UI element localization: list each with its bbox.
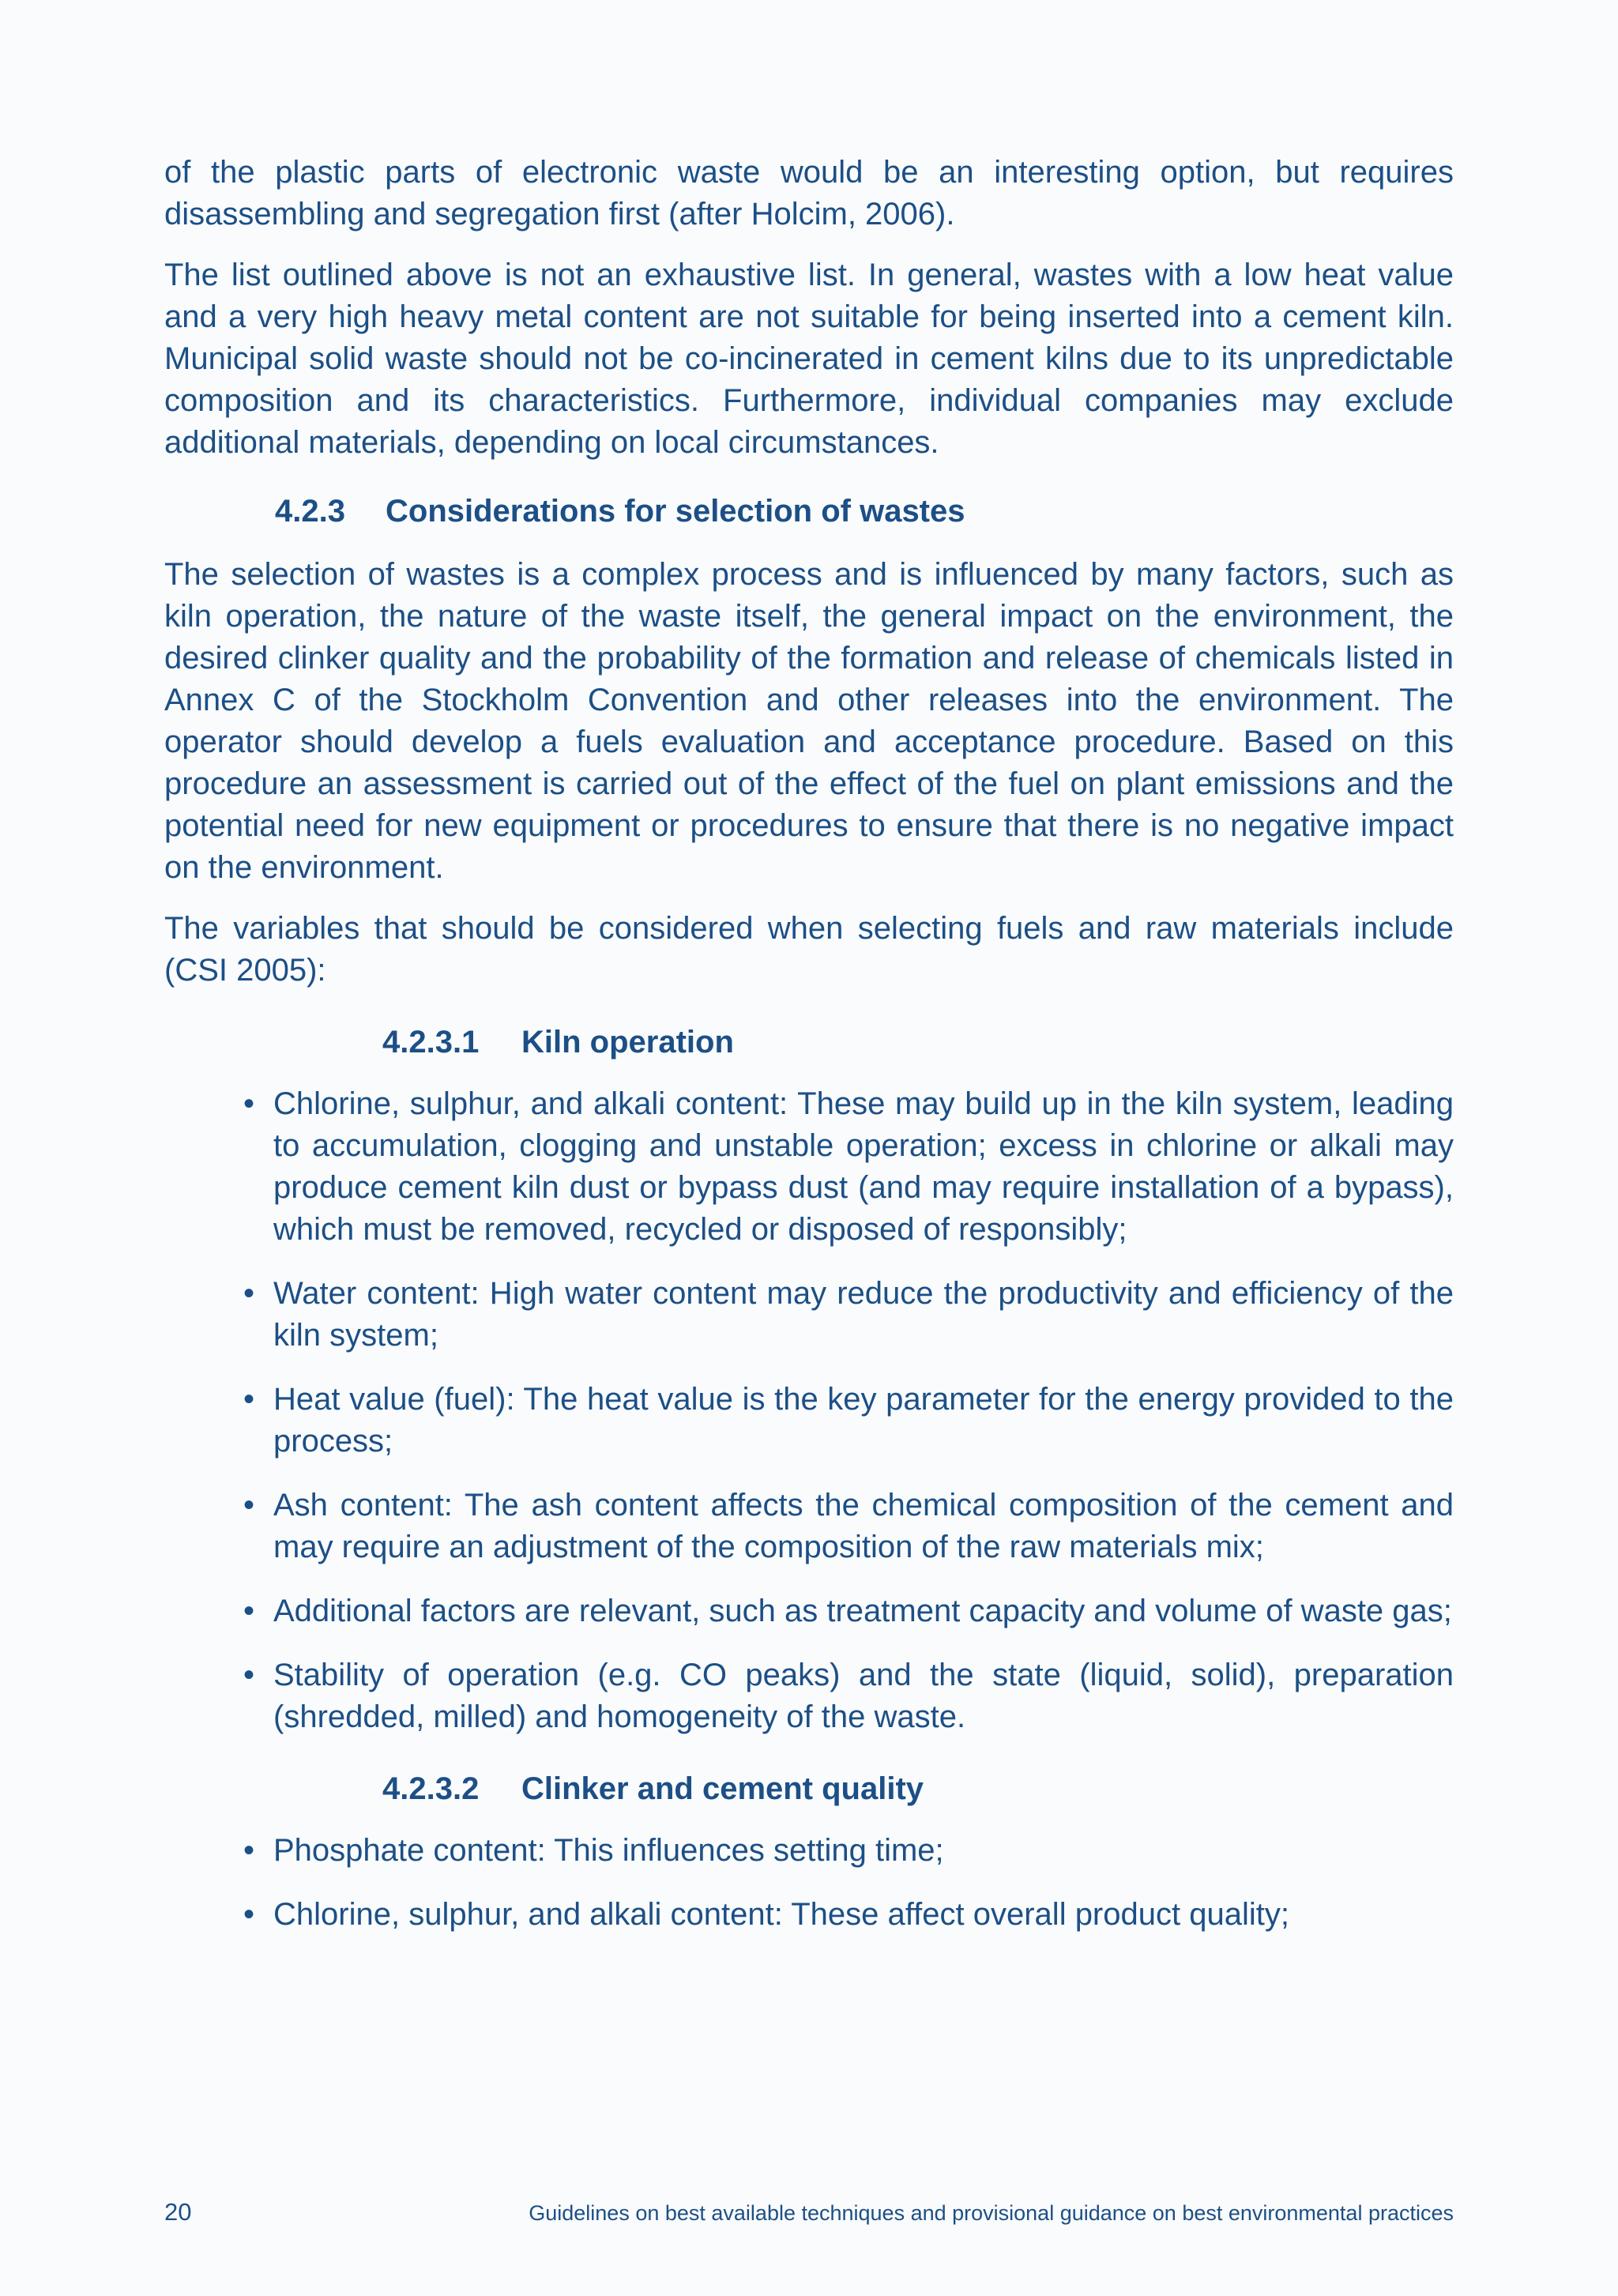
list-item-text: Stability of operation (e.g. CO peaks) and the state (liquid, solid), preparation (shredded, milled) and homogeneity of the waste.: [273, 1658, 1454, 1734]
list-item: [243, 1379, 1454, 1462]
running-title: Guidelines on best available techniques and provisional guidance on best environmental practices: [529, 2201, 1454, 2225]
list-item: [243, 1830, 1454, 1872]
list-item-text: Phosphate content: This influences setting time;: [273, 1833, 944, 1868]
list-item-text: Ash content: The ash content affects the chemical composition of the cement and may require an adjustment of the composition of the raw materials mix;: [273, 1488, 1454, 1564]
section-heading: [275, 492, 1454, 530]
page-body: [164, 152, 1454, 1958]
list-item: [243, 1273, 1454, 1357]
bullet-icon: •: [243, 1488, 255, 1523]
bullet-icon: •: [243, 1382, 255, 1417]
subsection-title: Kiln operation: [521, 1025, 734, 1060]
list-item: [243, 1485, 1454, 1568]
subsection-title: Clinker and cement quality: [521, 1771, 924, 1806]
list-item: [243, 1083, 1454, 1251]
paragraph: The variables that should be considered when selecting fuels and raw materials include (CSI 2005):: [164, 911, 1454, 988]
list-item-text: Chlorine, sulphur, and alkali content: These may build up in the kiln system, leading to accumulation, clogging and unstable operation; excess in chlorine or alkali may produce cement kiln dust or bypass dust (and may require installation of a bypass), which must be removed, recycled or disposed of responsibly;: [273, 1086, 1454, 1247]
bullet-icon: •: [243, 1276, 255, 1311]
list-item-text: Heat value (fuel): The heat value is the key parameter for the energy provided to the process;: [273, 1382, 1454, 1459]
subsection-heading-clinker-quality: [382, 1770, 1454, 1808]
list-item: [243, 1894, 1454, 1936]
subsection-number: 4.2.3.1: [382, 1025, 480, 1060]
paragraph: of the plastic parts of electronic waste would be an interesting option, but requires disassembling and segregation first (after Holcim, 2006).: [164, 155, 1454, 231]
page-number: 20: [164, 2198, 192, 2226]
list-item-text: Additional factors are relevant, such as treatment capacity and volume of waste gas;: [273, 1594, 1452, 1628]
list-item-text: Chlorine, sulphur, and alkali content: These affect overall product quality;: [273, 1897, 1289, 1932]
bullet-icon: •: [243, 1897, 255, 1932]
page-footer: [164, 2198, 1454, 2230]
bullet-icon: •: [243, 1833, 255, 1868]
subsection-number: 4.2.3.2: [382, 1771, 480, 1806]
list-item: [243, 1590, 1454, 1632]
list-item-text: Water content: High water content may reduce the productivity and efficiency of the kiln system;: [273, 1276, 1454, 1353]
bullet-icon: •: [243, 1658, 255, 1692]
bullet-list-kiln-operation: [164, 1083, 1454, 1738]
bullet-icon: •: [243, 1594, 255, 1628]
section-title: Considerations for selection of wastes: [386, 494, 965, 529]
bullet-icon: •: [243, 1086, 255, 1121]
subsection-heading-kiln-operation: [382, 1023, 1454, 1061]
bullet-list-clinker-quality: [164, 1830, 1454, 1936]
paragraph: The selection of wastes is a complex process and is influenced by many factors, such as kiln operation, the nature of the waste itself, the general impact on the environment, the desired clinker quality and the probability of the formation and release of chemicals listed in Annex C of the Stockholm Convention and other releases into the environment. The operator should develop a fuels evaluation and acceptance procedure. Based on this procedure an assessment is carried out of the effect of the fuel on plant emissions and the potential need for new equipment or procedures to ensure that there is no negative impact on the environment.: [164, 557, 1454, 885]
section-number: 4.2.3: [275, 494, 345, 529]
paragraph: The list outlined above is not an exhaustive list. In general, wastes with a low heat value and a very high heavy metal content are not suitable for being inserted into a cement kiln. Municipal solid waste should not be co-incinerated in cement kilns due to its unpredictable composition and its characteristics. Furthermore, individual companies may exclude additional materials, depending on local circumstances.: [164, 258, 1454, 460]
list-item: [243, 1654, 1454, 1738]
